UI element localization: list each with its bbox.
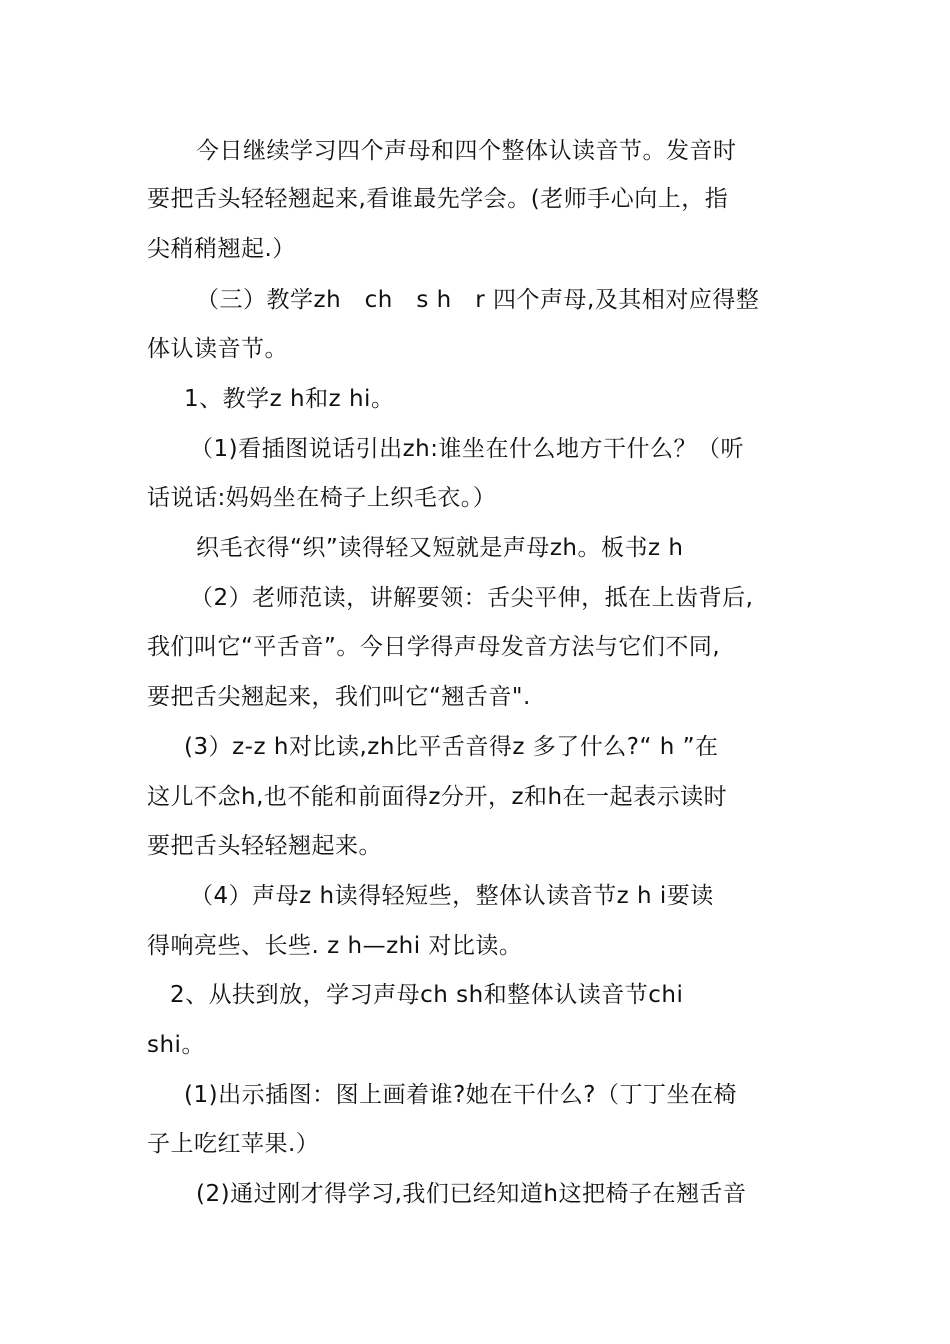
paragraph-line-7: （1)看插图说话引出zh:谁坐在什么地方干什么？（听 xyxy=(190,436,745,462)
paragraph-line-11: 我们叫它“平舌音”。今日学得声母发音方法与它们不同, xyxy=(147,634,721,660)
paragraph-line-3: 尖稍稍翘起.） xyxy=(147,236,296,262)
paragraph-line-21: 子上吃红苹果.） xyxy=(147,1131,320,1157)
paragraph-line-8: 话说话:妈妈坐在椅子上织毛衣。） xyxy=(147,485,497,511)
paragraph-line-2: 要把舌头轻轻翘起来,看谁最先学会。(老师手心向上，指 xyxy=(147,186,729,212)
paragraph-line-20: (1)出示插图：图上画着谁?她在干什么?（丁丁坐在椅 xyxy=(184,1082,737,1108)
paragraph-line-10: （2）老师范读，讲解要领：舌尖平伸，抵在上齿背后, xyxy=(190,585,754,611)
subheading-2: 2、从扶到放，学习声母ch sh和整体认读音节chi xyxy=(170,982,684,1008)
paragraph-line-22: (2)通过刚才得学习,我们已经知道h这把椅子在翘舌音 xyxy=(196,1181,747,1207)
paragraph-line-14: 这儿不念h,也不能和前面得z分开，z和h在一起表示读时 xyxy=(147,784,728,810)
paragraph-line-17: 得响亮些、长些. z h—zhi 对比读。 xyxy=(147,933,523,959)
paragraph-line-16: （4）声母z h读得轻短些，整体认读音节z h i要读 xyxy=(190,883,714,909)
subheading-1: 1、教学z h和z hi。 xyxy=(184,386,395,412)
paragraph-line-19: shi。 xyxy=(147,1032,205,1058)
section-heading-3: （三）教学zh ch s h r 四个声母,及其相对应得整 xyxy=(196,287,760,313)
paragraph-line-5: 体认读音节。 xyxy=(147,336,288,362)
paragraph-line-12: 要把舌尖翘起来，我们叫它“翘舌音". xyxy=(147,684,531,710)
paragraph-line-1: 今日继续学习四个声母和四个整体认读音节。发音时 xyxy=(196,138,737,164)
paragraph-line-13: (3）z-z h对比读,zh比平舌音得z 多了什么?“ h ”在 xyxy=(184,734,719,760)
paragraph-line-15: 要把舌头轻轻翘起来。 xyxy=(147,833,382,859)
paragraph-line-9: 织毛衣得“织”读得轻又短就是声母zh。板书z h xyxy=(196,535,684,561)
